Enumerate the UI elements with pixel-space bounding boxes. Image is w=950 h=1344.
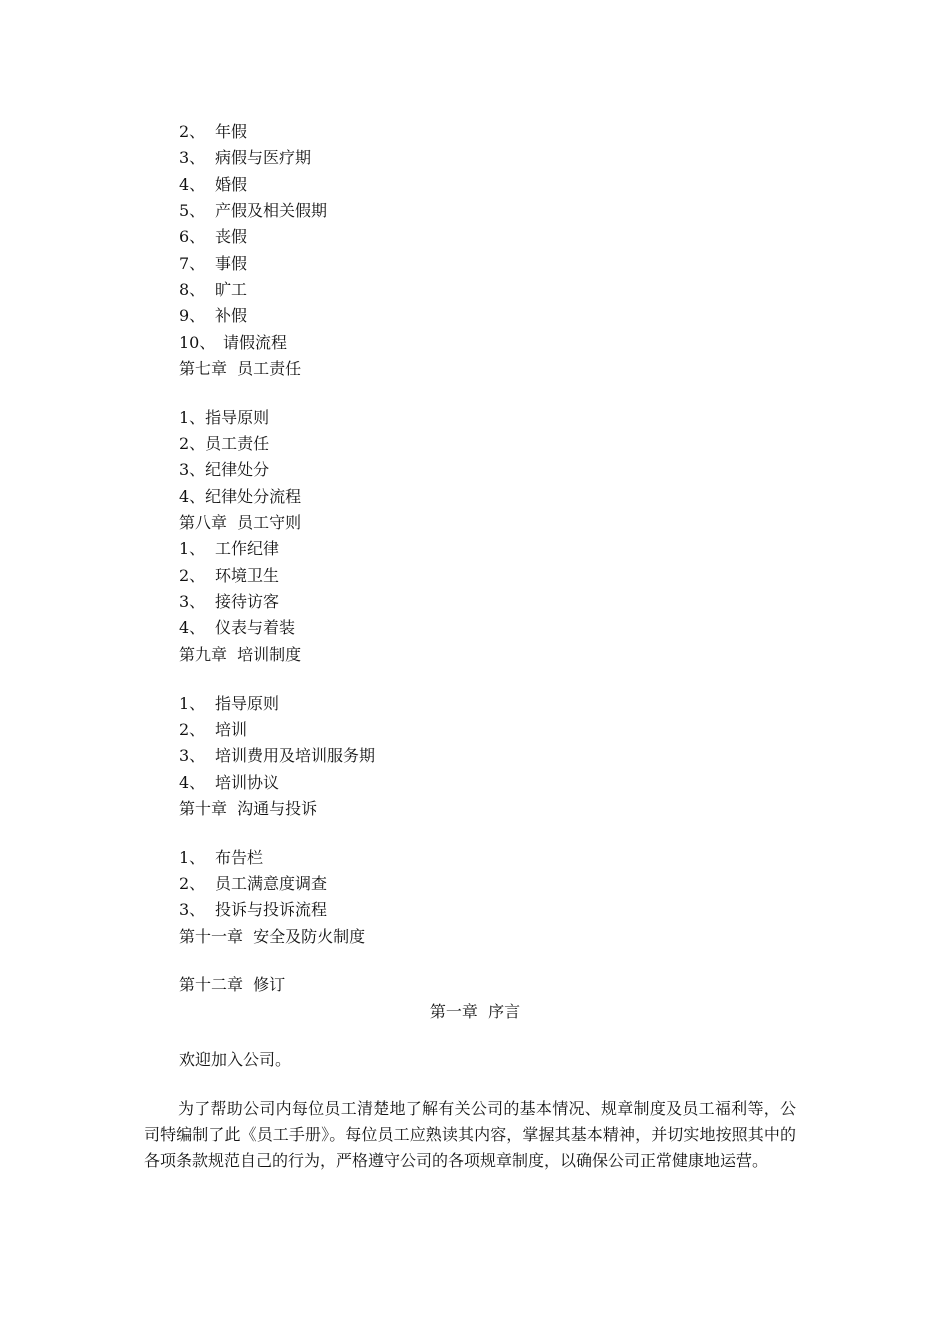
toc-item-number: 1、 xyxy=(179,848,206,867)
toc-item: 1、指导原则 xyxy=(179,408,270,427)
toc-item-number: 2、 xyxy=(179,122,206,141)
toc-item-label: 产假及相关假期 xyxy=(215,201,328,220)
toc-item-annual-leave xyxy=(179,122,247,142)
toc-item-number: 1、 xyxy=(179,539,206,558)
toc-item-label: 年假 xyxy=(215,122,248,141)
toc-item xyxy=(179,848,263,868)
toc-item-leave-process xyxy=(179,333,287,353)
toc-item xyxy=(179,874,327,894)
toc-item: 3、纪律处分 xyxy=(179,460,270,479)
toc-item-label: 环境卫生 xyxy=(215,566,280,585)
toc-item-number: 10、 xyxy=(179,333,216,352)
toc-item-maternity-leave xyxy=(179,201,327,221)
toc-item xyxy=(179,773,279,793)
toc-item-label: 丧假 xyxy=(215,227,248,246)
toc-item-label: 旷工 xyxy=(215,280,248,299)
toc-chapter-9-title: 第九章 培训制度 xyxy=(179,645,302,664)
toc-item-label: 工作纪律 xyxy=(215,539,280,558)
toc-chapter-11-title: 第十一章 安全及防火制度 xyxy=(179,927,366,946)
toc-item-label: 婚假 xyxy=(215,175,248,194)
toc-item-number: 4、 xyxy=(179,175,206,194)
toc-item-number: 2、 xyxy=(179,566,206,585)
toc-item-number: 1、 xyxy=(179,694,206,713)
toc-item-bereavement-leave xyxy=(179,227,247,247)
toc-item-number: 4、 xyxy=(179,618,206,637)
toc-chapter-12-title: 第十二章 修订 xyxy=(179,975,286,994)
toc-item-number: 5、 xyxy=(179,201,206,220)
toc-item-number: 3、 xyxy=(179,746,206,765)
toc-item-number: 2、 xyxy=(179,874,206,893)
toc-item xyxy=(179,539,279,559)
toc-item-marriage-leave xyxy=(179,175,247,195)
toc-item-number: 6、 xyxy=(179,227,206,246)
toc-item-label: 接待访客 xyxy=(215,592,280,611)
toc-item-label: 请假流程 xyxy=(223,333,288,352)
toc-item-number: 2、 xyxy=(179,720,206,739)
toc-item-number: 7、 xyxy=(179,254,206,273)
toc-item xyxy=(179,720,247,740)
toc-chapter-7-title: 第七章 员工责任 xyxy=(179,359,302,378)
toc-item-makeup-leave xyxy=(179,306,247,326)
toc-item-label: 仪表与着装 xyxy=(215,618,296,637)
toc-item-label: 事假 xyxy=(215,254,248,273)
toc-item xyxy=(179,900,327,920)
toc-item-label: 指导原则 xyxy=(215,694,280,713)
toc-item-label: 投诉与投诉流程 xyxy=(215,900,328,919)
chapter-1-heading: 第一章 序言 xyxy=(429,1002,521,1021)
toc-item-label: 培训费用及培训服务期 xyxy=(215,746,376,765)
intro-paragraph: 为了帮助公司内每位员工清楚地了解有关公司的基本情况、规章制度及员工福利等，公司特编制了此《员工手册》。每位员工应熟读其内容，掌握其基本精神，并切实地按照其中的各项条款规范自己的行为，严格遵守公司的各项规章制度，以确保公司正常健康地运营。 xyxy=(144,1099,796,1170)
toc-item xyxy=(179,694,279,714)
toc-item-number: 4、 xyxy=(179,773,206,792)
toc-item-personal-leave xyxy=(179,254,247,274)
toc-item xyxy=(179,618,295,638)
toc-item-number: 3、 xyxy=(179,148,206,167)
toc-item-number: 9、 xyxy=(179,306,206,325)
toc-item-label: 病假与医疗期 xyxy=(215,148,312,167)
toc-chapter-10-title: 第十章 沟通与投诉 xyxy=(179,799,318,818)
toc-chapter-8-title: 第八章 员工守则 xyxy=(179,513,302,532)
toc-item-label: 员工满意度调查 xyxy=(215,874,328,893)
toc-item-absenteeism xyxy=(179,280,247,300)
toc-item xyxy=(179,566,279,586)
toc-item: 2、员工责任 xyxy=(179,434,270,453)
toc-item-number: 3、 xyxy=(179,900,206,919)
toc-item-sick-leave xyxy=(179,148,311,168)
toc-item xyxy=(179,592,279,612)
welcome-text: 欢迎加入公司。 xyxy=(179,1050,292,1069)
toc-item-number: 3、 xyxy=(179,592,206,611)
toc-item-label: 培训 xyxy=(215,720,248,739)
toc-item-label: 培训协议 xyxy=(215,773,280,792)
toc-item-label: 补假 xyxy=(215,306,248,325)
toc-item xyxy=(179,746,375,766)
toc-item-label: 布告栏 xyxy=(215,848,264,867)
toc-item-number: 8、 xyxy=(179,280,206,299)
toc-item: 4、纪律处分流程 xyxy=(179,487,302,506)
